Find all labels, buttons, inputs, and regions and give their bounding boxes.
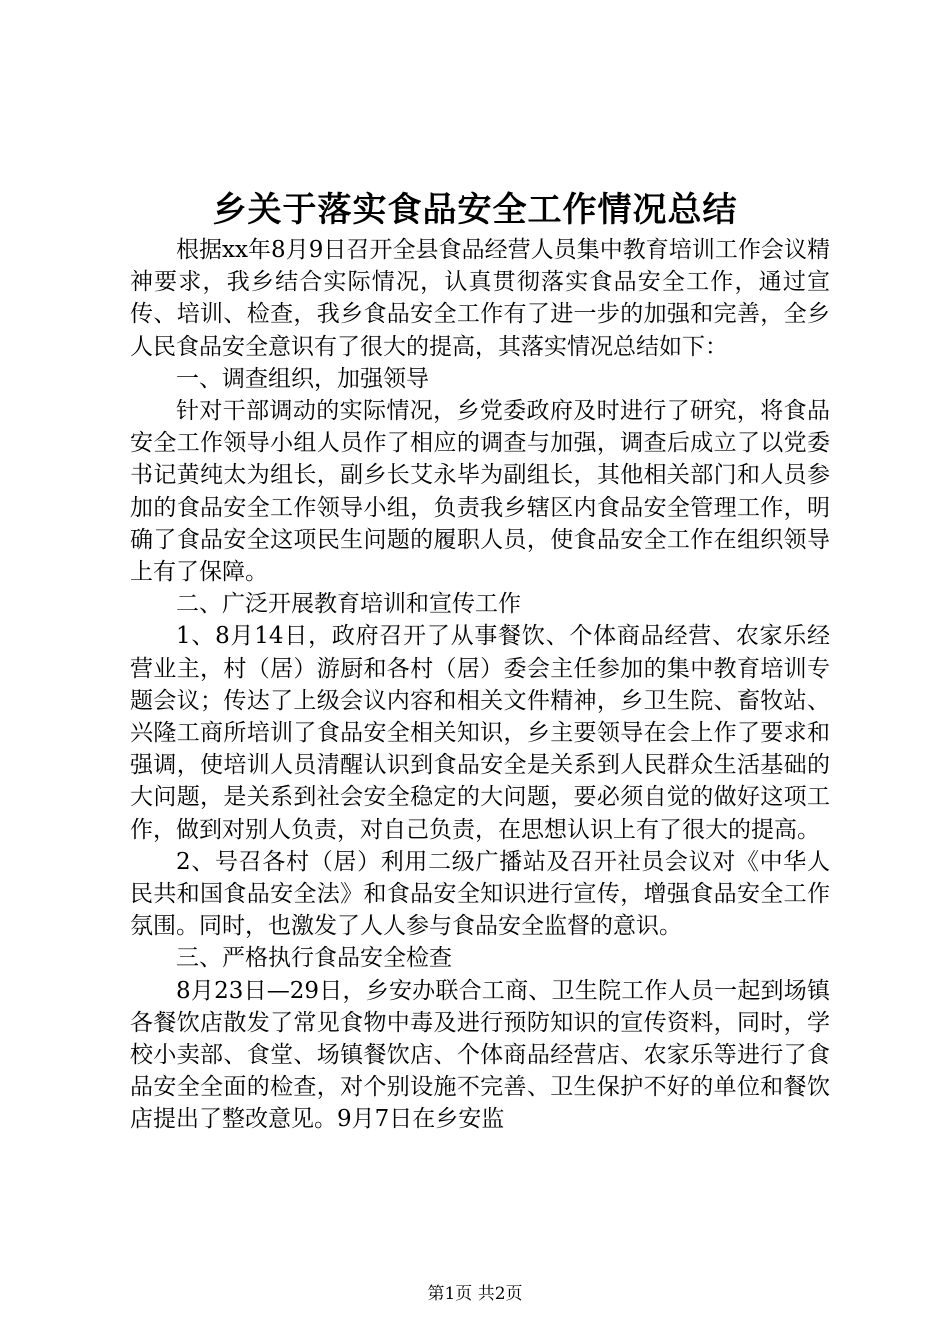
page-footer: 第1页 共2页: [427, 1284, 523, 1304]
section-heading: 一、调查组织，加强领导: [176, 365, 429, 392]
body-paragraph: 根据xx年8月9日召开全县食品经营人员集中教育培训工作会议精神要求，我乡结合实际情况，认真贯彻落实食品安全工作，通过宣传、培训、检查，我乡食品安全工作有了进一步的加强和完善，全乡人民食品安全意识有了很大的提高，其落实情况总结如下：: [130, 237, 830, 360]
section-heading: 二、广泛开展教育培训和宣传工作: [176, 591, 521, 618]
body-paragraph: 1、8月14日，政府召开了从事餐饮、个体商品经营、农家乐经营业主，村（居）游厨和各村（居）委会主任参加的集中教育培训专题会议；传达了上级会议内容和相关文件精神，乡卫生院、畜牧站、兴隆工商所培训了食品安全相关知识，乡主要领导在会上作了要求和强调，使培训人员清醒认识到食品安全是关系到人民群众生活基础的大问题，是关系到社会安全稳定的大问题，要必须自觉的做好这项工作，做到对别人负责，对自己负责，在思想认识上有了很大的提高。: [130, 623, 830, 843]
body-paragraph: 针对干部调动的实际情况，乡党委政府及时进行了研究，将食品安全工作领导小组人员作了相应的调查与加强，调查后成立了以党委书记黄纯太为组长，副乡长艾永毕为副组长，其他相关部门和人员参加的食品安全工作领导小组，负责我乡辖区内食品安全管理工作，明确了食品安全这项民生问题的履职人员，使食品安全工作在组织领导上有了保障。: [130, 398, 830, 586]
body-paragraph: 8月23日—29日，乡安办联合工商、卫生院工作人员一起到场镇各餐饮店散发了常见食物中毒及进行预防知识的宣传资料，同时，学校小卖部、食堂、场镇餐饮店、个体商品经营店、农家乐等进行了食品安全全面的检查，对个别设施不完善、卫生保护不好的单位和餐饮店提出了整改意见。9月7日在乡安监: [130, 977, 830, 1133]
document-body: [130, 234, 830, 1136]
section-heading: 三、严格执行食品安全检查: [176, 945, 452, 972]
body-paragraph: 2、号召各村（居）利用二级广播站及召开社员会议对《中华人民共和国食品安全法》和食品安全知识进行宣传，增强食品安全工作氛围。同时，也激发了人人参与食品安全监督的意识。: [130, 848, 830, 940]
document-title: 乡关于落实食品安全工作情况总结: [212, 190, 738, 230]
